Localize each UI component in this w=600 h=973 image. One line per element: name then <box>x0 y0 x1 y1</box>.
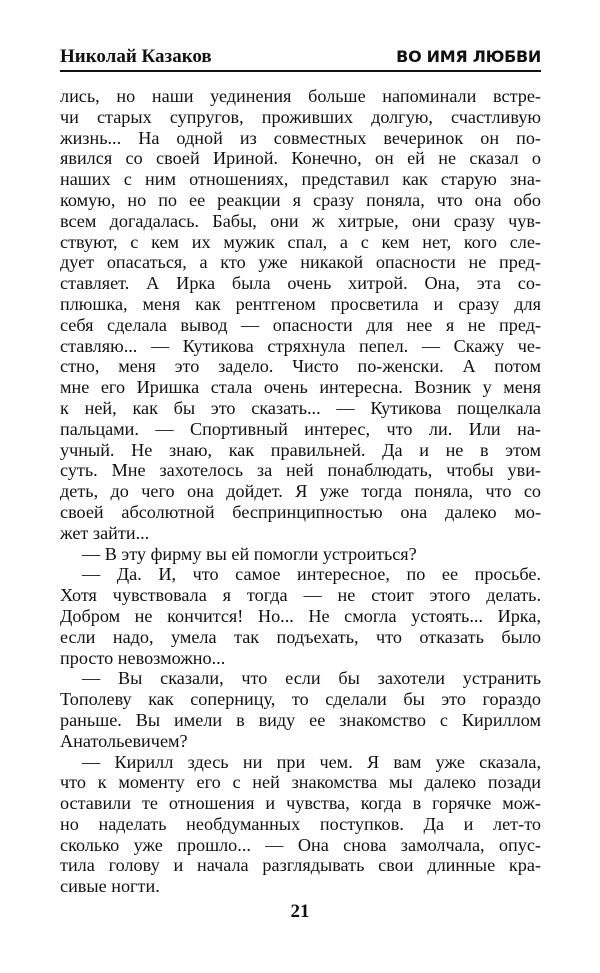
text-line: — Да. И, что самое интересное, по ее просьбе. <box>82 564 541 585</box>
author-name: Николай Казаков <box>60 46 212 67</box>
text-line: — Кирилл здесь ни при чем. Я вам уже сказала, <box>82 751 541 772</box>
body-text <box>60 86 541 897</box>
text-line: ставляю... — Кутикова стряхнула пепел. — Скажу че- <box>60 335 541 356</box>
text-line: если надо, умела так подъехать, что отказать было <box>60 626 541 647</box>
text-line: жет зайти... <box>60 522 150 543</box>
text-line: ставляет. А Ирка была очень хитрой. Она, эта со- <box>60 273 541 294</box>
text-line: лись, но наши уединения больше напоминали встре- <box>60 86 541 106</box>
text-line: раньше. Вы имели в виду ее знакомство с Кириллом <box>60 709 541 730</box>
text-line: всем догадалась. Бабы, они ж хитрые, они сразу чув- <box>60 210 541 231</box>
text-line: себя сделала вывод — опасности для нее я не пред- <box>60 314 541 335</box>
text-line: суть. Мне захотелось за ней понаблюдать, чтобы уви- <box>60 460 541 481</box>
text-line: — В эту фирму вы ей помогли устроиться? <box>82 543 417 564</box>
text-line: тила голову и начала разглядывать свои длинные кра- <box>60 855 541 876</box>
text-line: Анатольевичем? <box>60 730 188 751</box>
text-line: деть, до чего она дойдет. Я уже тогда поняла, что со <box>60 481 541 502</box>
running-header <box>60 44 541 72</box>
text-line: своей абсолютной беспринципностью она далеко мо- <box>60 501 541 522</box>
text-line: но наделать необдуманных поступков. Да и лет-то <box>60 813 541 834</box>
text-line: просто невозможно... <box>60 647 226 668</box>
text-line: сивые ногти. <box>60 876 160 897</box>
text-line: Добром не кончится! Но... Не смогла устоять... Ирка, <box>60 605 541 626</box>
text-line: чи старых супругов, проживших долгую, счастливую <box>60 106 541 127</box>
text-line: Хотя чувствовала я тогда — не стоит этого делать. <box>60 585 541 606</box>
text-line: пальцами. — Спортивный интерес, что ли. Или на- <box>60 418 541 439</box>
text-line: Тополеву как соперницу, то сделали бы это гораздо <box>60 689 541 710</box>
book-title: ВО ИМЯ ЛЮБВИ <box>396 47 541 66</box>
text-line: — Вы сказали, что если бы захотели устранить <box>82 668 541 689</box>
text-line: учный. Не знаю, как правильней. Да и не в этом <box>60 439 541 460</box>
text-line: к ней, как бы это сказать... — Кутикова пощелкала <box>60 397 541 418</box>
text-line: плюшка, меня как рентгеном просветила и сразу для <box>60 293 541 314</box>
text-line: явился со своей Ириной. Конечно, он ей не сказал о <box>60 148 541 169</box>
text-line: наших с ним отношениях, представил как старую зна- <box>60 169 541 190</box>
text-line: дует опасаться, а кто уже никакой опасности не пред- <box>60 252 541 273</box>
text-line: жизнь... На одной из совместных вечеринок он по- <box>60 127 541 148</box>
page-number: 21 <box>290 901 310 922</box>
text-line: комую, но по ее реакции я сразу поняла, что она обо <box>60 189 541 210</box>
text-line: оставили те отношения и чувства, когда в горячке мож- <box>60 793 541 814</box>
text-line: мне его Иришка стала очень интересна. Возник у меня <box>60 377 541 398</box>
text-line: что к моменту его с ней знакомства мы далеко позади <box>60 772 541 793</box>
text-line: стно, меня это задело. Чисто по-женски. А потом <box>60 356 541 377</box>
text-line: ствуют, с кем их мужик спал, а с кем нет, кого сле- <box>60 231 541 252</box>
text-line: сколько уже прошло... — Она снова замолчала, опус- <box>60 834 541 855</box>
